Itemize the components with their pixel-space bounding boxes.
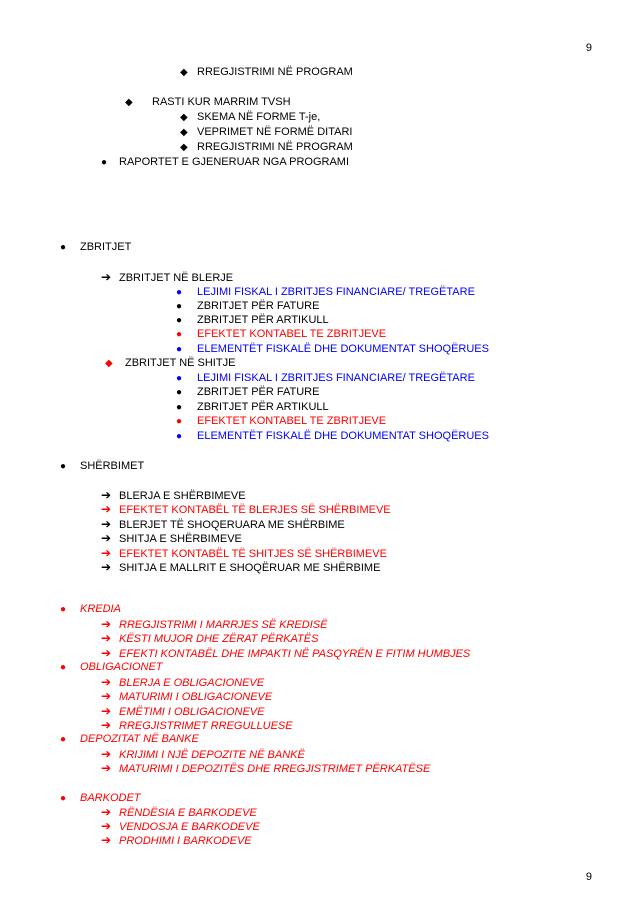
bullet-icon: ● — [60, 604, 67, 615]
list-item-text: BARKODET — [80, 792, 141, 804]
list-item-text: KRIJIMI I NJË DEPOZITE NË BANKË — [119, 749, 305, 761]
diamond-bullet-icon: ◆ — [180, 127, 188, 138]
list-item-text: LEJIMI FISKAL I ZBRITJES FINANCIARE/ TREGËTARE — [197, 286, 475, 298]
list-item — [176, 314, 329, 327]
page-number-top: 9 — [585, 42, 592, 54]
arrow-icon: ➔ — [101, 502, 112, 516]
list-item-text: SHËRBIMET — [80, 460, 145, 472]
list-item-text: ELEMENTËT FISKALË DHE DOKUMENTAT SHOQËRUES — [197, 430, 489, 442]
bullet-icon: ● — [176, 287, 183, 298]
list-item-text: ZBRITJET NË BLERJE — [119, 272, 234, 284]
list-item-text: DEPOZITAT NË BANKE — [80, 733, 199, 745]
arrow-icon: ➔ — [101, 617, 112, 631]
bullet-icon: ● — [60, 461, 67, 472]
list-item-text: ZBRITJET — [80, 241, 132, 253]
bullet-icon: ● — [60, 734, 67, 745]
arrow-icon: ➔ — [101, 560, 112, 574]
list-item — [60, 603, 121, 616]
list-item — [101, 647, 470, 660]
list-item — [101, 762, 430, 775]
list-item-text: ZBRITJET NË SHITJE — [125, 357, 236, 369]
list-item-text: PRODHIMI I BARKODEVE — [119, 835, 252, 847]
list-item — [101, 271, 233, 284]
diamond-bullet-icon: ◆ — [125, 97, 133, 108]
list-item-text: ZBRITJET PËR ARTIKULL — [197, 314, 329, 326]
arrow-icon: ➔ — [101, 646, 112, 660]
list-item-text: RASTI KUR MARRIM TVSH — [152, 96, 291, 108]
list-item-text: RREGJISTRIMET RREGULLUESE — [119, 720, 293, 732]
list-item — [176, 372, 475, 385]
list-item-text: MATURIMI I DEPOZITËS DHE RREGJISTRIMET PËRKATËSE — [119, 763, 431, 775]
bullet-icon: ● — [176, 402, 183, 413]
list-item — [60, 733, 199, 746]
list-item — [60, 241, 131, 254]
arrow-icon: ➔ — [101, 689, 112, 703]
arrow-icon: ➔ — [101, 704, 112, 718]
list-item — [101, 532, 242, 545]
list-item — [101, 690, 272, 703]
list-item-text: ZBRITJET PËR FATURE — [197, 386, 320, 398]
arrow-icon: ➔ — [101, 531, 112, 545]
list-item — [180, 126, 352, 139]
list-item-text: EFEKTI KONTABËL DHE IMPAKTI NË PASQYRËN E FITIM HUMBJES — [119, 648, 471, 660]
arrow-icon: ➔ — [101, 819, 112, 833]
list-item-text: EMËTIMI I OBLIGACIONEVE — [119, 706, 265, 718]
bullet-icon: ● — [176, 301, 183, 312]
diamond-bullet-icon: ◆ — [180, 112, 188, 123]
list-item — [101, 820, 260, 833]
list-item — [101, 705, 264, 718]
list-item-text: RREGJISTRIMI NË PROGRAM — [197, 66, 353, 78]
diamond-bullet-icon: ◆ — [180, 142, 188, 153]
list-item-text: EFEKTET KONTABEL TE ZBRITJEVE — [197, 328, 387, 340]
arrow-icon: ➔ — [101, 675, 112, 689]
list-item-text: RËNDËSIA E BARKODEVE — [119, 807, 257, 819]
arrow-icon: ➔ — [101, 805, 112, 819]
bullet-icon: ● — [176, 416, 183, 427]
list-item — [176, 415, 386, 428]
list-item — [176, 300, 319, 313]
list-item — [101, 834, 252, 847]
bullet-icon: ● — [101, 157, 108, 168]
bullet-icon: ● — [176, 431, 183, 442]
list-item-text: RREGJISTRIMI I MARRJES SË KREDISË — [119, 619, 328, 631]
diamond-bullet-icon: ◆ — [180, 67, 188, 78]
list-item — [101, 618, 327, 631]
list-item-text: KËSTI MUJOR DHE ZËRAT PËRKATËS — [119, 633, 319, 645]
list-item-text: KREDIA — [80, 603, 121, 615]
arrow-icon: ➔ — [101, 718, 112, 732]
list-item — [180, 111, 320, 124]
bullet-icon: ● — [176, 344, 183, 355]
arrow-icon: ➔ — [101, 517, 112, 531]
list-item-text: EFEKTET KONTABËL TË BLERJES SË SHËRBIMEVE — [119, 504, 391, 516]
list-item — [101, 719, 293, 732]
list-item — [176, 328, 386, 341]
bullet-icon: ● — [176, 387, 183, 398]
list-item — [101, 806, 257, 819]
list-item-text: BLERJA E SHËRBIMEVE — [119, 490, 246, 502]
list-item — [101, 748, 305, 761]
list-item-text: ELEMENTËT FISKALË DHE DOKUMENTAT SHOQËRUES — [197, 343, 489, 355]
list-item-text: RAPORTET E GJENERUAR NGA PROGRAMI — [119, 156, 350, 168]
diamond-bullet-icon: ◆ — [105, 358, 113, 369]
list-item — [101, 547, 387, 560]
list-item — [60, 661, 163, 674]
arrow-icon: ➔ — [101, 761, 112, 775]
list-item — [176, 286, 475, 299]
list-item-text: RREGJISTRIMI NË PROGRAM — [197, 141, 353, 153]
list-item — [101, 561, 380, 574]
arrow-icon: ➔ — [101, 631, 112, 645]
list-item — [101, 632, 318, 645]
bullet-icon: ● — [60, 662, 67, 673]
list-item-text: BLERJA E OBLIGACIONEVE — [119, 677, 265, 689]
list-item — [176, 386, 319, 399]
list-item-text: SKEMA NË FORME T-je, — [197, 111, 321, 123]
bullet-icon: ● — [176, 373, 183, 384]
list-item — [180, 141, 353, 154]
list-item — [101, 156, 349, 169]
list-item — [101, 489, 246, 502]
list-item — [101, 676, 264, 689]
arrow-icon: ➔ — [101, 270, 112, 284]
list-item — [101, 518, 345, 531]
list-item — [101, 503, 391, 516]
list-item-text: VENDOSJA E BARKODEVE — [119, 821, 260, 833]
list-item — [125, 96, 291, 109]
arrow-icon: ➔ — [101, 833, 112, 847]
list-item-text: ZBRITJET PËR FATURE — [197, 300, 320, 312]
list-item — [176, 430, 489, 443]
list-item-text: BLERJET TË SHOQERUARA ME SHËRBIME — [119, 519, 345, 531]
list-item — [176, 401, 329, 414]
bullet-icon: ● — [176, 329, 183, 340]
list-item — [60, 792, 141, 805]
list-item-text: OBLIGACIONET — [80, 661, 163, 673]
arrow-icon: ➔ — [101, 488, 112, 502]
list-item-text: SHITJA E MALLRIT E SHOQËRUAR ME SHËRBIME — [119, 562, 381, 574]
bullet-icon: ● — [60, 242, 67, 253]
list-item-text: EFEKTET KONTABEL TE ZBRITJEVE — [197, 415, 387, 427]
list-item-text: EFEKTET KONTABËL TË SHITJES SË SHËRBIMEVE — [119, 548, 387, 560]
list-item — [60, 460, 144, 473]
list-item-text: SHITJA E SHËRBIMEVE — [119, 533, 242, 545]
list-item — [180, 66, 353, 79]
list-item-text: VEPRIMET NË FORMË DITARI — [197, 126, 353, 138]
list-item-text: ZBRITJET PËR ARTIKULL — [197, 401, 329, 413]
bullet-icon: ● — [60, 793, 67, 804]
list-item — [176, 343, 489, 356]
list-item-text: LEJIMI FISKAL I ZBRITJES FINANCIARE/ TREGËTARE — [197, 372, 475, 384]
arrow-icon: ➔ — [101, 546, 112, 560]
arrow-icon: ➔ — [101, 747, 112, 761]
page-number-bottom: 9 — [585, 871, 592, 883]
list-item-text: MATURIMI I OBLIGACIONEVE — [119, 691, 273, 703]
list-item — [105, 357, 235, 370]
bullet-icon: ● — [176, 315, 183, 326]
